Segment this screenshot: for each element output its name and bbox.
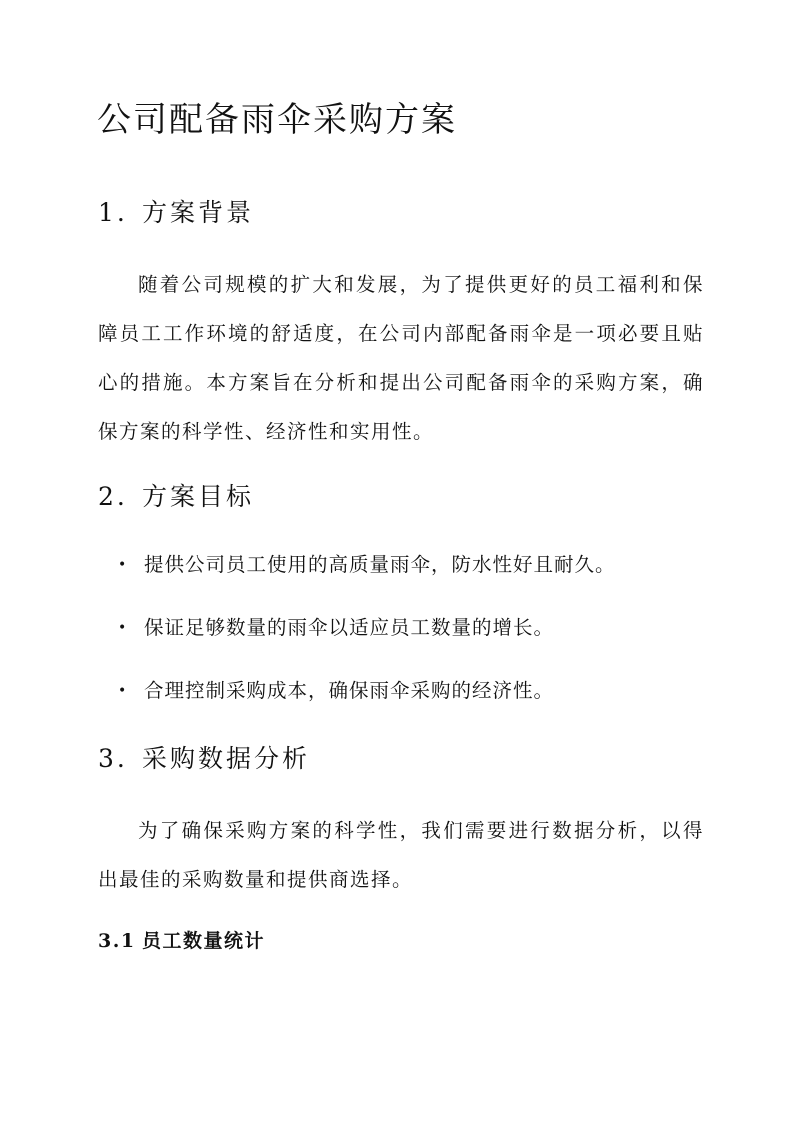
section-number: 3. — [98, 744, 128, 773]
list-item — [118, 548, 616, 611]
document-title: 公司配备雨伞采购方案 — [97, 100, 457, 140]
background-paragraph: 随着公司规模的扩大和发展，为了提供更好的员工福利和保障员工工作环境的舒适度，在公司内部配备雨伞是一项必要且贴心的措施。本方案旨在分析和提出公司配备雨伞的采购方案，确保方案的科学性、经济性和实用性。 — [98, 273, 704, 443]
section-heading-background — [98, 196, 254, 230]
section-heading-analysis — [98, 742, 310, 776]
subsection-title: 员工数量统计 — [142, 930, 266, 952]
bullet-icon: • — [118, 683, 128, 699]
section-heading-goals — [98, 480, 254, 514]
list-item — [118, 611, 616, 674]
section-number: 2. — [98, 482, 128, 511]
analysis-paragraph: 为了确保采购方案的科学性，我们需要进行数据分析，以得出最佳的采购数量和提供商选择。 — [98, 819, 704, 891]
list-item-text: 保证足够数量的雨伞以适应员工数量的增长。 — [144, 616, 555, 639]
section-number: 1. — [98, 198, 128, 227]
list-item — [118, 674, 616, 737]
goals-list — [118, 548, 616, 737]
section-title: 方案背景 — [142, 198, 255, 227]
list-item-text: 提供公司员工使用的高质量雨伞，防水性好且耐久。 — [144, 553, 616, 576]
list-item-text: 合理控制采购成本，确保雨伞采购的经济性。 — [144, 679, 555, 702]
bullet-icon: • — [118, 557, 128, 573]
section-title: 方案目标 — [142, 482, 255, 511]
subsection-number: 3.1 — [98, 930, 136, 952]
bullet-icon: • — [118, 620, 128, 636]
subsection-heading-staff-count — [98, 926, 265, 956]
section-title: 采购数据分析 — [142, 744, 311, 773]
